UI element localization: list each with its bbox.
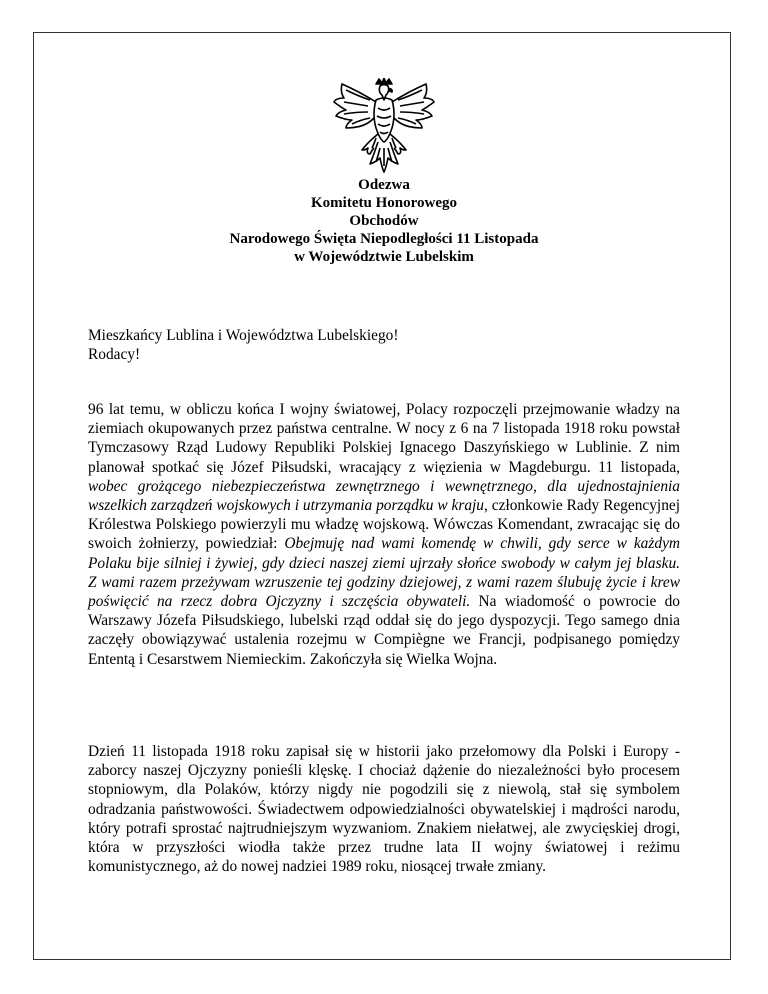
- heading-celebrations: Obchodów: [349, 213, 419, 229]
- history-sentence-3: Na wiadomość o powrocie do Warszawy Józefa Piłsudskiego, lubelski rząd oddał się do jego dyspozycji. Tego samego dnia zaczęły obowiązywać ustalenia rozejmu w Compiègne we Francji, podpisanego pomiędzy Ententą i Cesarstwem Niemieckim. Zakończyła się Wielka Wojna.: [88, 593, 680, 668]
- heading-region: w Województwie Lubelskim: [294, 249, 474, 265]
- white-eagle-emblem-icon: [330, 78, 438, 174]
- salutation-residents: Mieszkańcy Lublina i Województwa Lubelskiego!: [88, 327, 399, 344]
- heading-title: Odezwa: [358, 177, 410, 193]
- heading-holiday: Narodowego Święta Niepodległości 11 Listopada: [229, 231, 539, 247]
- salutation-compatriots: Rodacy!: [88, 346, 141, 364]
- paragraph-history: [88, 400, 680, 669]
- pilsudski-quote: Obejmuję nad wami komendę w chwili, gdy serce w każdym Polaku bije silniej i żywiej, gdy dzieci naszej ziemi ujrzały słońce swobody w całym jej blasku. Z wami razem przeżywam wzruszenie tej godziny dziejowej, z wami razem ślubuję życie i krew poświęcić na rzecz dobra Ojczyzny i szczęścia obywateli.: [88, 535, 681, 611]
- history-sentence-1: 96 lat temu, w obliczu końca I wojny światowej, Polacy rozpoczęli przejmowanie władzy na ziemiach okupowanych przez państwa centralne. W nocy z 6 na 7 listopada 1918 roku powstał Tymczasowy Rząd Ludowy Republiki Polskiej Ignacego Daszyńskiego w Lublinie. Z nim planował spotkać się Józef Piłsudski, wracający z więzienia w Magdeburgu. 11 listopada,: [88, 401, 680, 476]
- heading-committee: Komitetu Honorowego: [311, 195, 457, 211]
- regency-council-quote: wobec grożącego niebezpieczeństwa zewnętrznego i wewnętrznego, dla ujednostajnienia wszelkich zarządzeń wojskowych i utrzymania porządku w kraju: [88, 477, 680, 515]
- paragraph-significance-text: Dzień 11 listopada 1918 roku zapisał się w historii jako przełomowy dla Polski i Europy - zaborcy naszej Ojczyzny ponieśli klęskę. I chociaż dążenie do niezależności było procesem stopniowym, dla Polaków, którzy nigdy nie pogodzili się z niewolą, stał się symbolem odradzania państwowości. Świadectwem odpowiedzialności obywatelskiej i mądrości narodu, który potrafi sprostać najtrudniejszym wyzwaniom. Znakiem niełatwej, ale zwycięskiej drogi, która w przyszłości wiodła także przez trudne lata II wojny światowej i reżimu komunistycznego, aż do nowej nadziei 1989 roku, niosącej trwałe zmiany.: [88, 743, 680, 876]
- paragraph-history-text: [88, 400, 680, 669]
- paragraph-significance: [88, 742, 680, 876]
- salutation: [88, 326, 680, 364]
- history-sentence-2: , członkowie Rady Regencyjnej Królestwa Polskiego powierzyli mu władzę wojskową. Wówczas Komendant, zwracając się do swoich żołnierzy, powiedział:: [88, 497, 681, 553]
- document-heading: [80, 176, 688, 266]
